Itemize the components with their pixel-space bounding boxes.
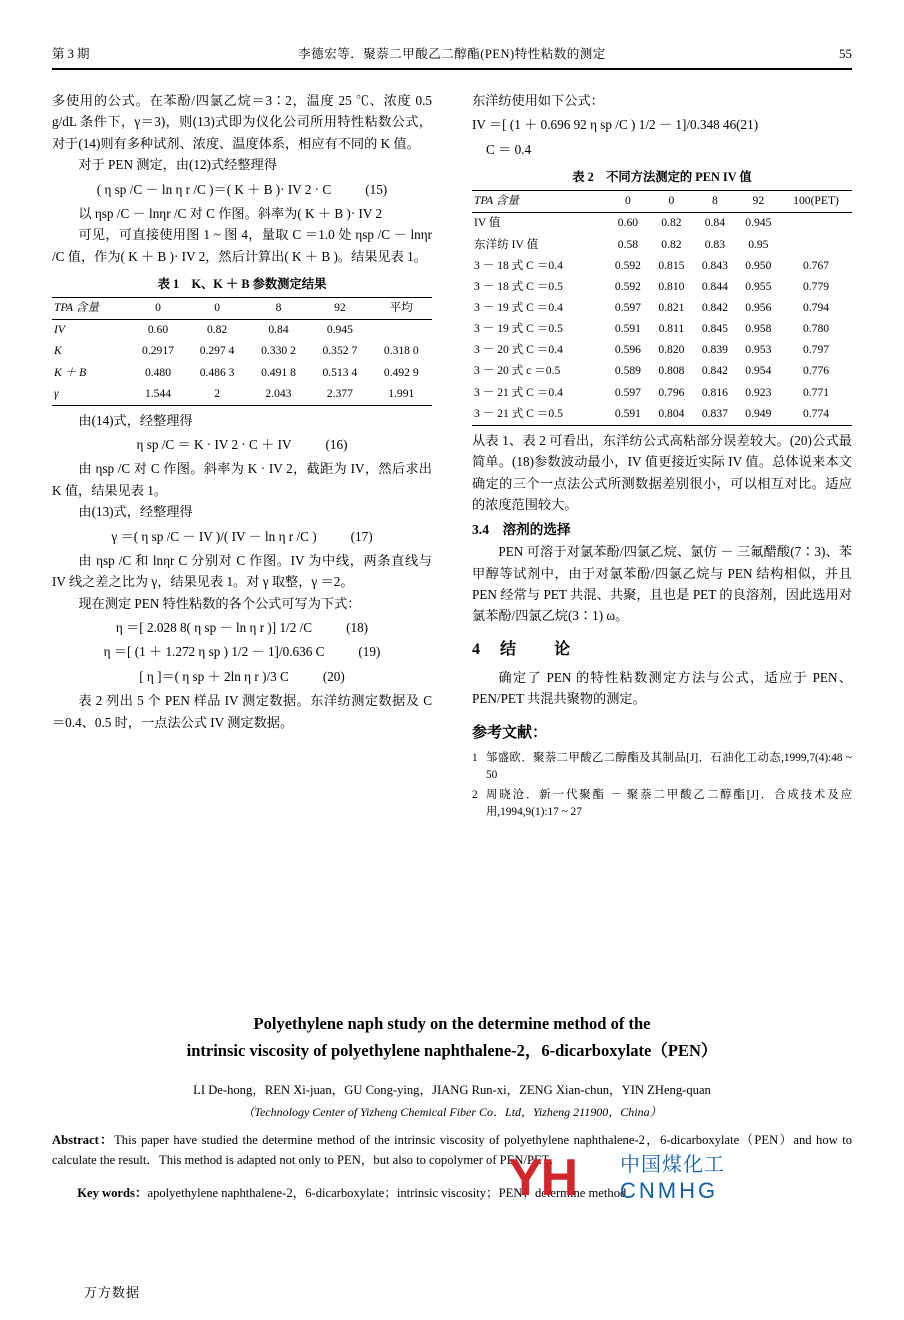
formula-18: [52, 617, 432, 638]
watermark-cnmhg-text: CNMHG: [620, 1178, 719, 1203]
english-title: [52, 1010, 852, 1064]
table2-r2-c1: 0.592: [614, 258, 641, 272]
table-row: [472, 298, 852, 319]
formula-20-body: [ η ]＝( η sp ＋ 2ln η r )/3 C: [139, 668, 289, 684]
header-issue: 第 3 期: [52, 47, 90, 61]
english-authors: LI De-hong，REN Xi-juan，GU Cong-ying，JIANG Run-xi，ZENG Xian-chun，YIN ZHeng-quan: [193, 1083, 711, 1098]
table1-r2-c5: 0.492 9: [383, 365, 419, 379]
table-pen-iv-values: [472, 191, 852, 425]
table1-r0-c5: [371, 320, 432, 342]
left-column: [52, 90, 432, 733]
english-title-line2: intrinsic viscosity of polyethylene naphthalene-2，6-dicarboxylate（PEN）: [186, 1041, 718, 1061]
abstract-label: Abstract：: [52, 1132, 115, 1147]
english-title-line1: Polyethylene naph study on the determine method of the: [253, 1014, 651, 1033]
table2-r3-c2: 0.810: [658, 279, 685, 293]
table2-r3-c5: 0.779: [802, 279, 830, 293]
formula-21-body: IV ＝[ (1 ＋ 0.696 92 η sp /C ) 1/2 － 1]/0.348 46(21): [472, 117, 759, 133]
formula-21-c-body: C ＝ 0.4: [486, 141, 532, 157]
table2-r6-c1: 0.596: [614, 343, 641, 357]
table2-r8-c5: 0.771: [802, 385, 830, 399]
watermark-chinese-text: 中国煤化工: [620, 1154, 725, 1176]
formula-21-c: [472, 139, 852, 160]
formula-19-number: (19): [358, 644, 381, 660]
table1-col-4: 92: [334, 301, 346, 315]
table2-r0-c3: 0.84: [704, 216, 726, 230]
right-column: [472, 90, 852, 820]
table1-col-2: 0: [214, 301, 220, 315]
table2-r0-c2: 0.82: [661, 216, 682, 230]
header-divider: [52, 68, 852, 70]
table2-r1-c0: 东洋纺 IV 值: [474, 237, 539, 251]
table2-r5-c0: 3 － 19 式 C ＝0.5: [474, 322, 563, 336]
paragraph-solvent: PEN 可溶于对氯苯酚/四氯乙烷、氯仿 － 三氟醋酸(7∶3)、苯甲醇等试剂中，由于对氯苯酚/四氯乙烷与 PEN 结构相似，并且 PEN 经常与 PET 共混、共聚，且也是 PET 的良溶剂，因此选用对氯苯酚/四氯乙烷(3∶1) ω。: [472, 544, 852, 624]
header-title: 李德宏等．聚萘二甲酸乙二醇酯(PEN)特性粘数的测定: [298, 47, 606, 61]
table-row: [52, 320, 432, 342]
table2-r2-c0: 3 － 18 式 C ＝0.4: [474, 258, 563, 272]
table1-r1-c0: K: [54, 344, 62, 358]
wanfang-footer: 万方数据: [84, 1285, 141, 1300]
paragraph-slope: 以 ηsp /C － lnηr /C 对 C 作图。斜率为( K ＋ B )· IV 2: [78, 205, 383, 221]
table2-r4-c4: 0.956: [745, 301, 772, 314]
table-row: [52, 341, 432, 362]
table2-r2-c2: 0.815: [658, 258, 685, 272]
table-row: [52, 362, 432, 383]
english-abstract: [52, 1130, 852, 1171]
table2-r6-c5: 0.797: [802, 343, 830, 357]
table2-col-5: 100(PET): [793, 194, 839, 208]
table2-r1-c1: 0.58: [617, 237, 639, 251]
table2-r3-c0: 3 － 18 式 C ＝0.5: [474, 279, 563, 293]
table2-r5-c2: 0.811: [658, 322, 685, 336]
table2-r0-c0: IV 值: [474, 216, 501, 230]
reference-text: 邹盛欧．聚萘二甲酸乙二醇酯及其制品[J]．石油化工动态,1999,7(4):48 ~ 50: [486, 751, 852, 781]
table2-r1-c3: 0.83: [704, 237, 726, 251]
table1-r2-c0: K ＋ B: [54, 365, 87, 379]
running-head: [52, 44, 852, 62]
table2-r9-c2: 0.804: [658, 406, 685, 420]
table1-r2-c2: 0.486 3: [199, 365, 235, 379]
paragraph-pen-measure: 对于 PEN 测定，由(12)式经整理得: [78, 157, 277, 173]
table1-r3-c5: 1.991: [388, 386, 415, 400]
table2-r0-c1: 0.60: [617, 216, 639, 230]
paragraph-eq14: 由(14)式，经整理得: [78, 412, 193, 428]
table2-r9-c4: 0.949: [745, 406, 772, 420]
table1-wrapper: [52, 297, 432, 406]
reference-number: 1: [472, 751, 478, 764]
abstract-text: This paper have studied the determine method of the intrinsic viscosity of polyethylene naphthalene-2，6-dicarboxylate（PEN）and how to calculate the result．This method is adapted not only to PEN，but also to copolymer of PEN/PET．: [52, 1132, 852, 1168]
paragraph-intercept: 由 ηsp /C 对 C 作图。斜率为 K · IV 2，截距为 IV，然后求出 K 值，结果见表 1。: [52, 461, 432, 498]
table2-r5-c3: 0.845: [701, 322, 728, 336]
english-keywords: [52, 1183, 852, 1203]
table2-r4-c5: 0.794: [802, 301, 830, 314]
table2-r3-c4: 0.955: [745, 279, 772, 293]
table1-col-5: 平均: [389, 301, 413, 315]
table2-r1-c5: [780, 234, 852, 255]
paragraph-formulas-intro: 现在测定 PEN 特性粘数的各个公式可写为下式：: [78, 595, 361, 611]
table2-wrapper: [472, 190, 852, 426]
paragraph-table2-intro: 表 2 列出 5 个 PEN 样品 IV 测定数据。东洋纺测定数据及 C ＝0.4、0.5 时，一点法公式 IV 测定数据。: [52, 693, 432, 730]
table2-r6-c0: 3 － 20 式 C ＝0.4: [474, 343, 563, 357]
table1-r0-c0: IV: [54, 323, 65, 337]
english-abstract-block: [52, 1010, 852, 1203]
formula-17-body: γ ＝( η sp /C － IV )/( IV － ln η r /C ): [111, 528, 317, 544]
table2-r9-c1: 0.591: [614, 406, 641, 420]
formula-16: [52, 434, 432, 455]
table2-r0-c5: [780, 213, 852, 235]
reference-item: [472, 750, 852, 784]
table1-r0-c1: 0.60: [147, 323, 169, 337]
table2-r2-c4: 0.950: [745, 258, 772, 272]
table1-r2-c1: 0.480: [144, 365, 172, 379]
paragraph-comparison: 从表 1、表 2 可看出，东洋纺公式高粘部分误差较大。(20)公式最简单。(18)参数波动最小，IV 值更接近实际 IV 值。总体说来本文确定的三个一点法公式所测数据差别很小，可以相互对比。适应的浓度范围较大。: [472, 432, 852, 512]
table2-r4-c0: 3 － 19 式 C ＝0.4: [474, 301, 563, 314]
table2-col-1: 0: [625, 194, 631, 208]
table2-r7-c5: 0.776: [802, 364, 830, 378]
paragraph-eq13: 由(13)式，经整理得: [78, 504, 193, 520]
paragraph-continued: 多使用的公式。在苯酚/四氯乙烷＝3∶2，温度 25 ℃、浓度 0.5 g/dL 条件下，γ＝3)，则(13)式即为仪化公司所用特性粘数公式，对于(14)则有多种试剂、浓度、温度体系，相应有不同的 K 值。: [52, 93, 432, 151]
table2-r9-c5: 0.774: [802, 406, 830, 420]
keywords-text: apolyethylene naphthalene-2，6-dicarboxylate；intrinsic viscosity；PEN；determine method: [147, 1185, 627, 1200]
table1-r1-c2: 0.297 4: [199, 344, 235, 358]
table2-r7-c2: 0.808: [658, 364, 685, 378]
keywords-label: Key words：: [77, 1185, 148, 1200]
table1-r1-c3: 0.330 2: [261, 344, 296, 358]
table2-r8-c0: 3 － 21 式 C ＝0.4: [474, 385, 563, 399]
formula-19: [52, 641, 432, 662]
table2-r3-c1: 0.592: [614, 279, 641, 293]
table-row: [472, 319, 852, 340]
table2-r9-c0: 3 － 21 式 C ＝0.5: [474, 406, 563, 420]
table1-r0-c3: 0.84: [268, 323, 289, 337]
table1-r1-c1: 0.2917: [142, 344, 174, 358]
section-heading-3-4: 3.4 溶剂的选择: [472, 522, 571, 538]
table2-r7-c4: 0.954: [745, 364, 772, 378]
formula-21: [472, 114, 852, 135]
table2-col-2: 0: [668, 194, 675, 208]
paragraph-gamma: 由 ηsp /C 和 lnηr C 分别对 C 作图。IV 为中线，两条直线与 IV 线之差之比为 γ，结果见表 1。对 γ 取整，γ ＝2。: [52, 552, 432, 590]
formula-18-number: (18): [346, 620, 369, 636]
table2-r5-c5: 0.780: [802, 322, 830, 336]
formula-15-number: (15): [365, 181, 388, 197]
table1-r2-c4: 0.513 4: [322, 365, 358, 379]
formula-17-number: (17): [350, 528, 373, 544]
table2-r7-c0: 3 － 20 式 c ＝0.5: [474, 364, 561, 378]
english-affiliation: （Technology Center of Yizheng Chemical Fiber Co．Ltd，Yizheng 211900，China）: [242, 1104, 662, 1119]
table2-r4-c2: 0.821: [658, 301, 685, 314]
yh-logo-icon: YH: [508, 1149, 577, 1207]
formula-16-body: η sp /C ＝ K · IV 2 · C ＋ IV: [136, 437, 292, 453]
table-row: [472, 213, 852, 235]
table2-col-4: 92: [752, 194, 765, 208]
formula-17: [52, 526, 432, 547]
table-header-row: [52, 298, 432, 320]
reference-number: 2: [472, 788, 478, 801]
table-row: [472, 277, 852, 298]
section-heading-4: 4 结 论: [472, 640, 573, 658]
table1-col-3: 8: [275, 301, 282, 315]
table-header-row: [472, 191, 852, 213]
table2-r2-c5: 0.767: [802, 258, 830, 272]
table2-r7-c3: 0.842: [701, 364, 728, 378]
formula-15: [52, 179, 432, 200]
formula-20: [52, 666, 432, 687]
table-row: [52, 384, 432, 405]
table2-r1-c4: 0.95: [748, 237, 769, 251]
table1-col-1: 0: [155, 301, 161, 315]
formula-16-number: (16): [325, 437, 348, 453]
table1-r3-c3: 2.043: [265, 386, 292, 400]
table2-r6-c4: 0.953: [745, 343, 772, 357]
table2-r9-c3: 0.837: [701, 406, 728, 420]
table1-r3-c4: 2.377: [326, 386, 353, 400]
table2-r4-c1: 0.597: [614, 301, 641, 314]
table1-r0-c2: 0.82: [206, 323, 228, 337]
table2-r8-c1: 0.597: [614, 385, 641, 399]
table2-r6-c3: 0.839: [701, 343, 728, 357]
table-row: [472, 382, 852, 403]
table1-caption: 表 1 K、K ＋ B 参数测定结果: [157, 277, 327, 291]
table1-r0-c4: 0.945: [326, 323, 353, 337]
table2-r6-c2: 0.820: [658, 343, 685, 357]
formula-18-body: η ＝[ 2.028 8( η sp － ln η r )] 1/2 /C: [115, 620, 313, 636]
formula-19-body: η ＝[ (1 ＋ 1.272 η sp ) 1/2 － 1]/0.636 C: [103, 644, 325, 660]
table2-r8-c2: 0.796: [658, 385, 685, 399]
table2-r7-c1: 0.589: [614, 364, 641, 378]
references-heading: 参考文献：: [472, 725, 548, 742]
table2-r8-c4: 0.923: [745, 385, 772, 399]
table1-r1-c4: 0.352 7: [322, 344, 358, 358]
table2-r0-c4: 0.945: [745, 216, 772, 230]
paragraph-figure-read: 可见，可直接使用图 1 ~ 图 4，量取 C ＝1.0 处 ηsp /C － lnηr /C 值，作为( K ＋ B )· IV 2，然后计算出( K ＋ B )。结果见表 1。: [52, 227, 432, 264]
table1-r1-c5: 0.318 0: [383, 344, 419, 358]
table2-r5-c1: 0.591: [614, 322, 641, 336]
table1-r3-c0: γ: [54, 386, 59, 400]
table1-r3-c1: 1.544: [144, 386, 172, 400]
formula-15-body: ( η sp /C － ln η r /C )＝( K ＋ B )· IV 2 · C: [96, 181, 332, 197]
table-k-kb-parameters: [52, 298, 432, 405]
table2-col-3: 8: [711, 194, 718, 208]
formula-20-number: (20): [322, 668, 345, 684]
table1-col-0: TPA 含量: [54, 301, 99, 315]
table2-caption: 表 2 不同方法测定的 PEN IV 值: [572, 170, 752, 185]
table-row: [472, 340, 852, 361]
table-row: [472, 361, 852, 382]
table2-r4-c3: 0.842: [701, 301, 728, 314]
table1-r3-c2: 2: [214, 386, 220, 400]
table2-r3-c3: 0.844: [701, 279, 728, 293]
table2-r5-c4: 0.958: [745, 322, 772, 336]
table2-col-0: TPA 含量: [474, 194, 519, 208]
header-page-number: 55: [839, 46, 852, 61]
table-row: [472, 404, 852, 425]
table-row: [472, 234, 852, 255]
table-row: [472, 256, 852, 277]
table2-r8-c3: 0.816: [701, 385, 728, 399]
paragraph-toyobo: 东洋纺使用如下公式：: [472, 93, 604, 108]
table1-r2-c3: 0.491 8: [261, 365, 296, 379]
reference-text: 周晓沧．新一代聚酯 － 聚萘二甲酸乙二醇酯[J]．合成技术及应用,1994,9(1):17 ~ 27: [486, 788, 852, 818]
table2-r1-c2: 0.82: [661, 237, 682, 251]
table2-r2-c3: 0.843: [701, 258, 728, 272]
paragraph-conclusion: 确定了 PEN 的特性粘数测定方法与公式，适应于 PEN、PEN/PET 共混共聚物的测定。: [472, 669, 852, 707]
reference-item: [472, 787, 852, 821]
